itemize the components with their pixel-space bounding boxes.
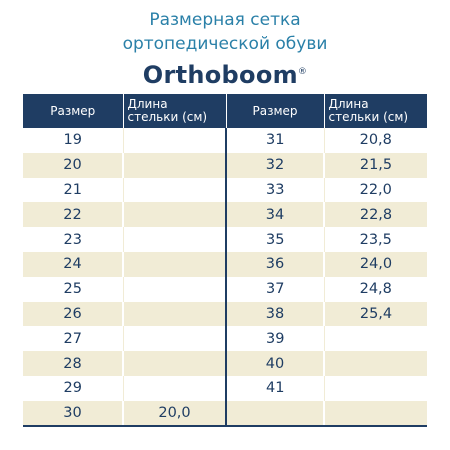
length-cell: 22,8 xyxy=(324,202,427,227)
length-cell xyxy=(123,227,226,252)
size-cell: 30 xyxy=(23,401,123,426)
size-cell: 19 xyxy=(23,128,123,153)
length-cell xyxy=(123,302,226,327)
length-cell xyxy=(123,202,226,227)
size-cell: 28 xyxy=(23,351,123,376)
size-cell: 29 xyxy=(23,376,123,401)
header-length-left-line1: Длина xyxy=(127,97,168,111)
size-cell: 41 xyxy=(226,376,324,401)
header-length-left xyxy=(123,94,226,128)
length-cell xyxy=(123,351,226,376)
length-cell: 24,0 xyxy=(324,252,427,277)
length-cell xyxy=(123,376,226,401)
registered-mark: ® xyxy=(297,67,308,77)
header-length-right-line2: стельки (см) xyxy=(328,110,409,124)
length-cell xyxy=(123,277,226,302)
chart-title-line-2: ортопедической обуви xyxy=(122,34,328,54)
header-size-left: Размер xyxy=(23,94,123,128)
size-cell: 34 xyxy=(226,202,324,227)
length-cell xyxy=(123,153,226,178)
table-row xyxy=(23,178,427,203)
size-cell: 20 xyxy=(23,153,123,178)
size-cell: 31 xyxy=(226,128,324,153)
length-cell xyxy=(324,326,427,351)
size-cell: 33 xyxy=(226,178,324,203)
table-row xyxy=(23,277,427,302)
length-cell: 21,5 xyxy=(324,153,427,178)
length-cell xyxy=(324,376,427,401)
length-cell: 20,8 xyxy=(324,128,427,153)
size-cell xyxy=(226,401,324,426)
length-cell xyxy=(123,128,226,153)
table-header-row xyxy=(23,94,427,128)
size-cell: 22 xyxy=(23,202,123,227)
size-cell: 40 xyxy=(226,351,324,376)
table-row xyxy=(23,128,427,153)
length-cell: 24,8 xyxy=(324,277,427,302)
table-row xyxy=(23,252,427,277)
table-row xyxy=(23,376,427,401)
table-row xyxy=(23,302,427,327)
size-cell: 21 xyxy=(23,178,123,203)
size-cell: 24 xyxy=(23,252,123,277)
length-cell xyxy=(324,401,427,426)
size-cell: 36 xyxy=(226,252,324,277)
table-row xyxy=(23,351,427,376)
size-table xyxy=(23,94,427,427)
length-cell: 25,4 xyxy=(324,302,427,327)
size-cell: 35 xyxy=(226,227,324,252)
brand-name: Orthoboom xyxy=(142,61,298,89)
size-cell: 32 xyxy=(226,153,324,178)
header-length-right xyxy=(324,94,427,128)
table-row xyxy=(23,227,427,252)
size-cell: 37 xyxy=(226,277,324,302)
length-cell xyxy=(123,252,226,277)
table-body xyxy=(23,128,427,426)
size-cell: 38 xyxy=(226,302,324,327)
size-cell: 39 xyxy=(226,326,324,351)
table-row xyxy=(23,153,427,178)
length-cell: 20,0 xyxy=(123,401,226,426)
header-length-right-line1: Длина xyxy=(328,97,369,111)
header-length-left-line2: стельки (см) xyxy=(127,110,208,124)
length-cell xyxy=(123,326,226,351)
size-cell: 23 xyxy=(23,227,123,252)
size-cell: 25 xyxy=(23,277,123,302)
chart-title-line-1: Размерная сетка xyxy=(149,10,301,30)
table-row xyxy=(23,326,427,351)
length-cell: 23,5 xyxy=(324,227,427,252)
size-cell: 27 xyxy=(23,326,123,351)
size-cell: 26 xyxy=(23,302,123,327)
header-size-right: Размер xyxy=(226,94,324,128)
length-cell xyxy=(324,351,427,376)
length-cell: 22,0 xyxy=(324,178,427,203)
brand-logo xyxy=(0,56,450,91)
table-row xyxy=(23,401,427,426)
table-row xyxy=(23,202,427,227)
length-cell xyxy=(123,178,226,203)
